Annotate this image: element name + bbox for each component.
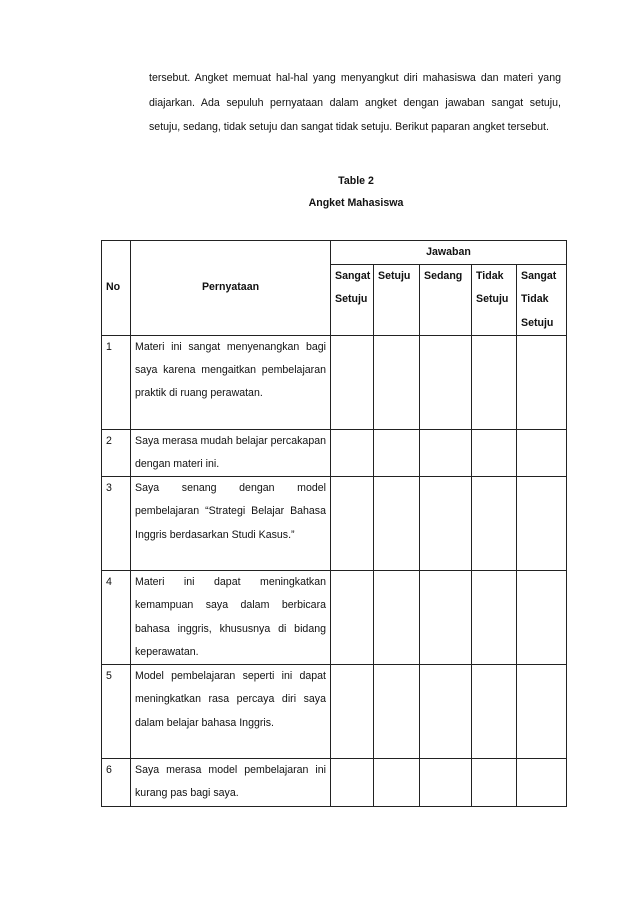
row-statement: Saya merasa mudah belajar percakapan dengan materi ini. [131, 429, 331, 476]
header-option-line: Setuju [521, 316, 554, 329]
row-number: 1 [102, 335, 131, 429]
answer-cell[interactable] [331, 477, 374, 571]
table-number: Table 2 [338, 175, 374, 187]
answer-cell[interactable] [374, 759, 420, 806]
row-statement: Materi ini dapat meningkatkan kemampuan saya dalam berbicara bahasa inggris, khususnya di bidang keperawatan. [131, 571, 331, 665]
answer-cell[interactable] [331, 665, 374, 759]
header-option-line: Tidak [521, 293, 549, 306]
answer-cell[interactable] [420, 665, 472, 759]
header-option-line: Sangat [335, 270, 371, 283]
answer-cell[interactable] [374, 665, 420, 759]
table-body [102, 335, 567, 806]
answer-cell[interactable] [420, 571, 472, 665]
header-option-line: Sangat [521, 270, 557, 283]
answer-cell[interactable] [420, 335, 472, 429]
header-option-line: Tidak [476, 270, 504, 283]
answer-cell[interactable] [472, 335, 517, 429]
answer-cell[interactable] [420, 759, 472, 806]
header-option-1 [331, 265, 374, 336]
answer-cell[interactable] [374, 429, 420, 476]
table-row [102, 429, 567, 476]
table-row [102, 335, 567, 429]
intro-paragraph: tersebut. Angket memuat hal-hal yang menyangkut diri mahasiswa dan materi yang diajarkan. Ada sepuluh pernyataan dalam angket dengan jawaban sangat setuju, setuju, sedang, tidak setuju dan sangat tidak setuju. Berikut paparan angket tersebut. [149, 72, 561, 134]
header-option-4 [472, 265, 517, 336]
answer-cell[interactable] [374, 335, 420, 429]
answer-cell[interactable] [472, 429, 517, 476]
answer-cell[interactable] [472, 759, 517, 806]
header-option-line: Sedang [424, 270, 463, 283]
row-statement: Saya merasa model pembelajaran ini kurang pas bagi saya. [131, 759, 331, 806]
header-option-line: Setuju [335, 293, 368, 306]
answer-cell[interactable] [472, 477, 517, 571]
answer-cell[interactable] [374, 571, 420, 665]
table-row [102, 477, 567, 571]
answer-cell[interactable] [517, 571, 567, 665]
row-number: 5 [102, 665, 131, 759]
row-number: 4 [102, 571, 131, 665]
table-row [102, 759, 567, 806]
answer-cell[interactable] [517, 665, 567, 759]
answer-cell[interactable] [472, 665, 517, 759]
answer-cell[interactable] [517, 477, 567, 571]
answer-cell[interactable] [331, 429, 374, 476]
answer-cell[interactable] [517, 429, 567, 476]
answer-cell[interactable] [517, 759, 567, 806]
table-row [102, 571, 567, 665]
answer-cell[interactable] [420, 429, 472, 476]
answer-cell[interactable] [331, 335, 374, 429]
row-statement: Saya senang dengan model pembelajaran “Strategi Belajar Bahasa Inggris berdasarkan Studi Kasus.” [131, 477, 331, 571]
answer-cell[interactable] [331, 759, 374, 806]
row-statement: Materi ini sangat menyenangkan bagi saya karena mengaitkan pembelajaran praktik di ruang perawatan. [131, 335, 331, 429]
row-statement: Model pembelajaran seperti ini dapat meningkatkan rasa percaya diri saya dalam belajar bahasa Inggris. [131, 665, 331, 759]
answer-cell[interactable] [331, 571, 374, 665]
answer-cell[interactable] [517, 335, 567, 429]
header-option-line: Setuju [378, 270, 411, 283]
table-title: Angket Mahasiswa [308, 197, 404, 209]
table-row [102, 665, 567, 759]
header-option-3 [420, 265, 472, 336]
answer-cell[interactable] [472, 571, 517, 665]
header-statement: Pernyataan [131, 241, 331, 336]
header-option-2 [374, 265, 420, 336]
header-option-line: Setuju [476, 293, 509, 306]
row-number: 3 [102, 477, 131, 571]
answer-cell[interactable] [374, 477, 420, 571]
header-answer-group: Jawaban [331, 241, 567, 265]
row-number: 2 [102, 429, 131, 476]
header-no: No [102, 241, 131, 336]
answer-cell[interactable] [420, 477, 472, 571]
questionnaire-table [101, 240, 567, 807]
row-number: 6 [102, 759, 131, 806]
header-option-5 [517, 265, 567, 336]
